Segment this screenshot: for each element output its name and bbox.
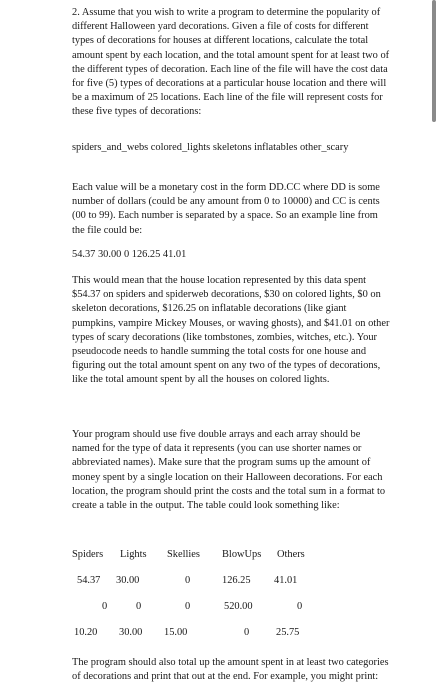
table-cell: 520.00	[224, 601, 253, 612]
table-cell: 54.37	[77, 575, 101, 586]
table-cell: 15.00	[164, 627, 188, 638]
table-cell: 25.75	[276, 627, 300, 638]
table-header: Others	[277, 549, 305, 560]
vertical-scrollbar[interactable]	[432, 0, 436, 122]
table-cell: 30.00	[119, 627, 143, 638]
problem-statement: 2. Assume that you wish to write a program to determine the popularity of different Halloween yard decorations. Given a file of costs for different types of decorations for houses at different locations, calculate the total amount spent by each location, and the total amount spent for at least two of the different types of decoration. Each line of the file will have the cost data for five (5) types of decorations at a particular house location and there will be a maximum of 25 locations. Each line of the file will represent costs for these five types of decorations:	[72, 7, 390, 118]
table-header: Skellies	[167, 549, 200, 560]
decoration-types: spiders_and_webs colored_lights skeletons inflatables other_scary	[72, 142, 349, 153]
table-cell: 0	[136, 601, 142, 612]
closing-instructions: The program should also total up the amount spent in at least two categories of decorations and print that out at the end. For example, you might print:	[72, 657, 389, 683]
table-cell: 0	[244, 627, 250, 638]
table-cell: 0	[297, 601, 303, 612]
array-instructions: Your program should use five double arrays and each array should be named for the type of data it represents (you can use shorter names or abbreviated names). Make sure that the program sums up the amount of money spent by a single location on their Halloween decorations. For each location, the program should print the costs and the total sum in a format to create a table in the output. The table could look something like:	[72, 429, 386, 512]
table-header: BlowUps	[222, 549, 262, 560]
table-header: Spiders	[72, 549, 104, 560]
table-cell: 0	[185, 575, 191, 586]
table-cell: 0	[185, 601, 191, 612]
table-cell: 126.25	[222, 575, 251, 586]
example-explanation: This would mean that the house location represented by this data spent $54.37 on spiders and spiderweb decorations, $30 on colored lights, $0 on skeleton decorations, $126.25 on inflatable decorations (like giant pumpkins, vampire Mickey Mouses, or waving ghosts), and $41.01 on other types of scary decorations (like tombstones, zombies, witches, etc.). Your pseudocode needs to handle summing the total costs for one house and figuring out the total amount spent on any two of the types of decorations, like the total amount spent by all the houses on colored lights.	[72, 275, 390, 386]
table-cell: 0	[102, 601, 108, 612]
format-description: Each value will be a monetary cost in the form DD.CC where DD is some number of dollars (could be any amount from 0 to 10000) and CC is cents (00 to 99). Each number is separated by a space. So an example line from the file could be:	[72, 182, 380, 236]
table-header: Lights	[120, 549, 147, 560]
table-cell: 41.01	[274, 575, 298, 586]
table-cell: 30.00	[116, 575, 140, 586]
example-line: 54.37 30.00 0 126.25 41.01	[72, 249, 187, 260]
table-cell: 10.20	[74, 627, 98, 638]
